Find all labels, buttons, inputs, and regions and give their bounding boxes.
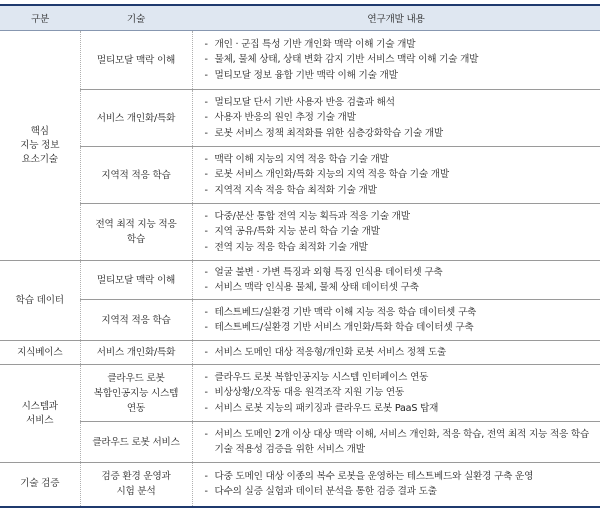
category-cell xyxy=(0,365,80,463)
technology-cell xyxy=(80,300,192,341)
category-line: 기술 검증 xyxy=(20,478,60,490)
table-row xyxy=(0,341,600,365)
content-cell xyxy=(192,31,600,90)
technology-cell xyxy=(80,90,192,147)
content-item: - 서비스 로봇 지능의 패키징과 클라우드 로봇 PaaS 탑재 xyxy=(205,401,595,416)
table-row xyxy=(0,90,600,147)
content-item: - 다중 도메인 대상 이종의 복수 로봇을 운영하는 테스트베드와 실환경 구축 운영 xyxy=(205,469,595,484)
technology-line: 지역적 적응 학습 xyxy=(101,169,171,181)
technology-cell xyxy=(80,463,192,507)
technology-line: 전역 최적 지능 적응 xyxy=(95,219,177,230)
technology-line: 클라우드 로봇 xyxy=(107,372,165,384)
category-cell xyxy=(0,261,80,341)
content-item: - 서비스 도메인 대상 적응형/개인화 로봇 서비스 정책 도출 xyxy=(205,345,595,360)
category-line: 지식베이스 xyxy=(17,346,63,358)
header-category: 구분 xyxy=(0,5,80,31)
technology-line: 학습 xyxy=(126,234,146,245)
content-item: - 물체, 물체 상태, 상태 변화 감지 기반 서비스 맥락 이해 기술 개발 xyxy=(205,52,595,67)
technology-cell xyxy=(80,147,192,204)
content-cell xyxy=(192,463,600,507)
table-row xyxy=(0,204,600,261)
content-item: - 테스트베드/실환경 기반 서비스 개인화/특화 학습 데이터셋 구축 xyxy=(205,320,595,335)
technology-line: 연동 xyxy=(126,402,146,414)
content-item: - 맥락 이해 지능의 지역 적응 학습 기술 개발 xyxy=(205,152,595,167)
content-cell xyxy=(192,204,600,261)
technology-line: 클라우드 로봇 서비스 xyxy=(92,436,180,448)
table-row xyxy=(0,147,600,204)
technology-line: 서비스 개인화/특화 xyxy=(96,112,176,124)
rnd-content-table xyxy=(0,4,600,508)
category-line: 요소기술 xyxy=(21,153,58,165)
content-item: - 얼굴 불변 · 가변 특징과 외형 특징 인식용 데이터셋 구축 xyxy=(205,265,595,280)
content-item: - 로봇 서비스 정책 최적화를 위한 심층강화학습 기술 개발 xyxy=(205,126,595,141)
technology-cell xyxy=(80,204,192,261)
content-item: - 개인 · 군집 특성 기반 개인화 맥락 이해 기술 개발 xyxy=(205,37,595,52)
technology-line: 서비스 개인화/특화 xyxy=(96,347,176,358)
header-row xyxy=(0,5,600,31)
content-item: - 서비스 도메인 2개 이상 대상 맥락 이해, 서비스 개인화, 적응 학습, 전역 최적 지능 적응 학습 기술 적용성 검증을 위한 서비스 개발 xyxy=(205,427,595,458)
content-cell xyxy=(192,147,600,204)
content-item: - 멀티모달 정보 융합 기반 맥락 이해 기술 개발 xyxy=(205,68,595,83)
content-cell xyxy=(192,341,600,365)
category-line: 핵심 xyxy=(30,125,49,137)
category-line: 학습 데이터 xyxy=(15,294,64,306)
content-cell xyxy=(192,300,600,341)
technology-line: 멀티모달 맥락 이해 xyxy=(96,54,176,66)
content-item: - 비상상황/오작동 대응 원격조작 지원 기능 연동 xyxy=(205,385,595,400)
technology-cell xyxy=(80,31,192,90)
technology-line: 시험 분석 xyxy=(116,486,156,498)
category-line: 시스템과 xyxy=(21,400,58,412)
content-item: - 사용자 반응의 원인 추정 기술 개발 xyxy=(205,110,595,125)
content-item: - 전역 지능 적응 학습 최적화 기술 개발 xyxy=(205,240,595,255)
header-content: 연구개발 내용 xyxy=(192,5,600,31)
technology-line: 멀티모달 맥락 이해 xyxy=(96,274,176,286)
table-row xyxy=(0,422,600,463)
table-row xyxy=(0,300,600,341)
content-item: - 서비스 맥락 인식용 물체, 물체 상태 데이터셋 구축 xyxy=(205,280,595,295)
technology-line: 지역적 적응 학습 xyxy=(101,314,171,326)
content-cell xyxy=(192,422,600,463)
technology-cell xyxy=(80,261,192,300)
content-item: - 클라우드 로봇 복합인공지능 시스템 인터페이스 연동 xyxy=(205,370,595,385)
table-row xyxy=(0,365,600,422)
content-item: - 다중/분산 통합 전역 지능 획득과 적응 기술 개발 xyxy=(205,209,595,224)
content-cell xyxy=(192,261,600,300)
content-item: - 테스트베드/실환경 기반 맥락 이해 지능 적응 학습 데이터셋 구축 xyxy=(205,305,595,320)
technology-cell xyxy=(80,365,192,422)
technology-line: 검증 환경 운영과 xyxy=(101,471,171,483)
table-row xyxy=(0,463,600,507)
category-cell xyxy=(0,463,80,507)
table-row xyxy=(0,31,600,90)
category-line: 서비스 xyxy=(26,414,54,426)
category-cell xyxy=(0,341,80,365)
content-cell xyxy=(192,365,600,422)
category-cell xyxy=(0,31,80,261)
content-cell xyxy=(192,90,600,147)
category-line: 지능 정보 xyxy=(20,139,60,151)
content-item: - 다수의 실증 실험과 데이터 분석을 통한 검증 결과 도출 xyxy=(205,484,595,499)
technology-cell xyxy=(80,422,192,463)
header-technology: 기술 xyxy=(80,5,192,31)
content-item: - 멀티모달 단서 기반 사용자 반응 검출과 해석 xyxy=(205,95,595,110)
technology-line: 복합인공지능 시스템 xyxy=(93,387,179,399)
technology-cell xyxy=(80,341,192,365)
content-item: - 로봇 서비스 개인화/특화 지능의 지역 적응 학습 기술 개발 xyxy=(205,167,595,182)
content-item: - 지역 공유/특화 지능 분리 학습 기술 개발 xyxy=(205,224,595,239)
table-row xyxy=(0,261,600,300)
content-item: - 지역적 지속 적응 학습 최적화 기술 개발 xyxy=(205,183,595,198)
